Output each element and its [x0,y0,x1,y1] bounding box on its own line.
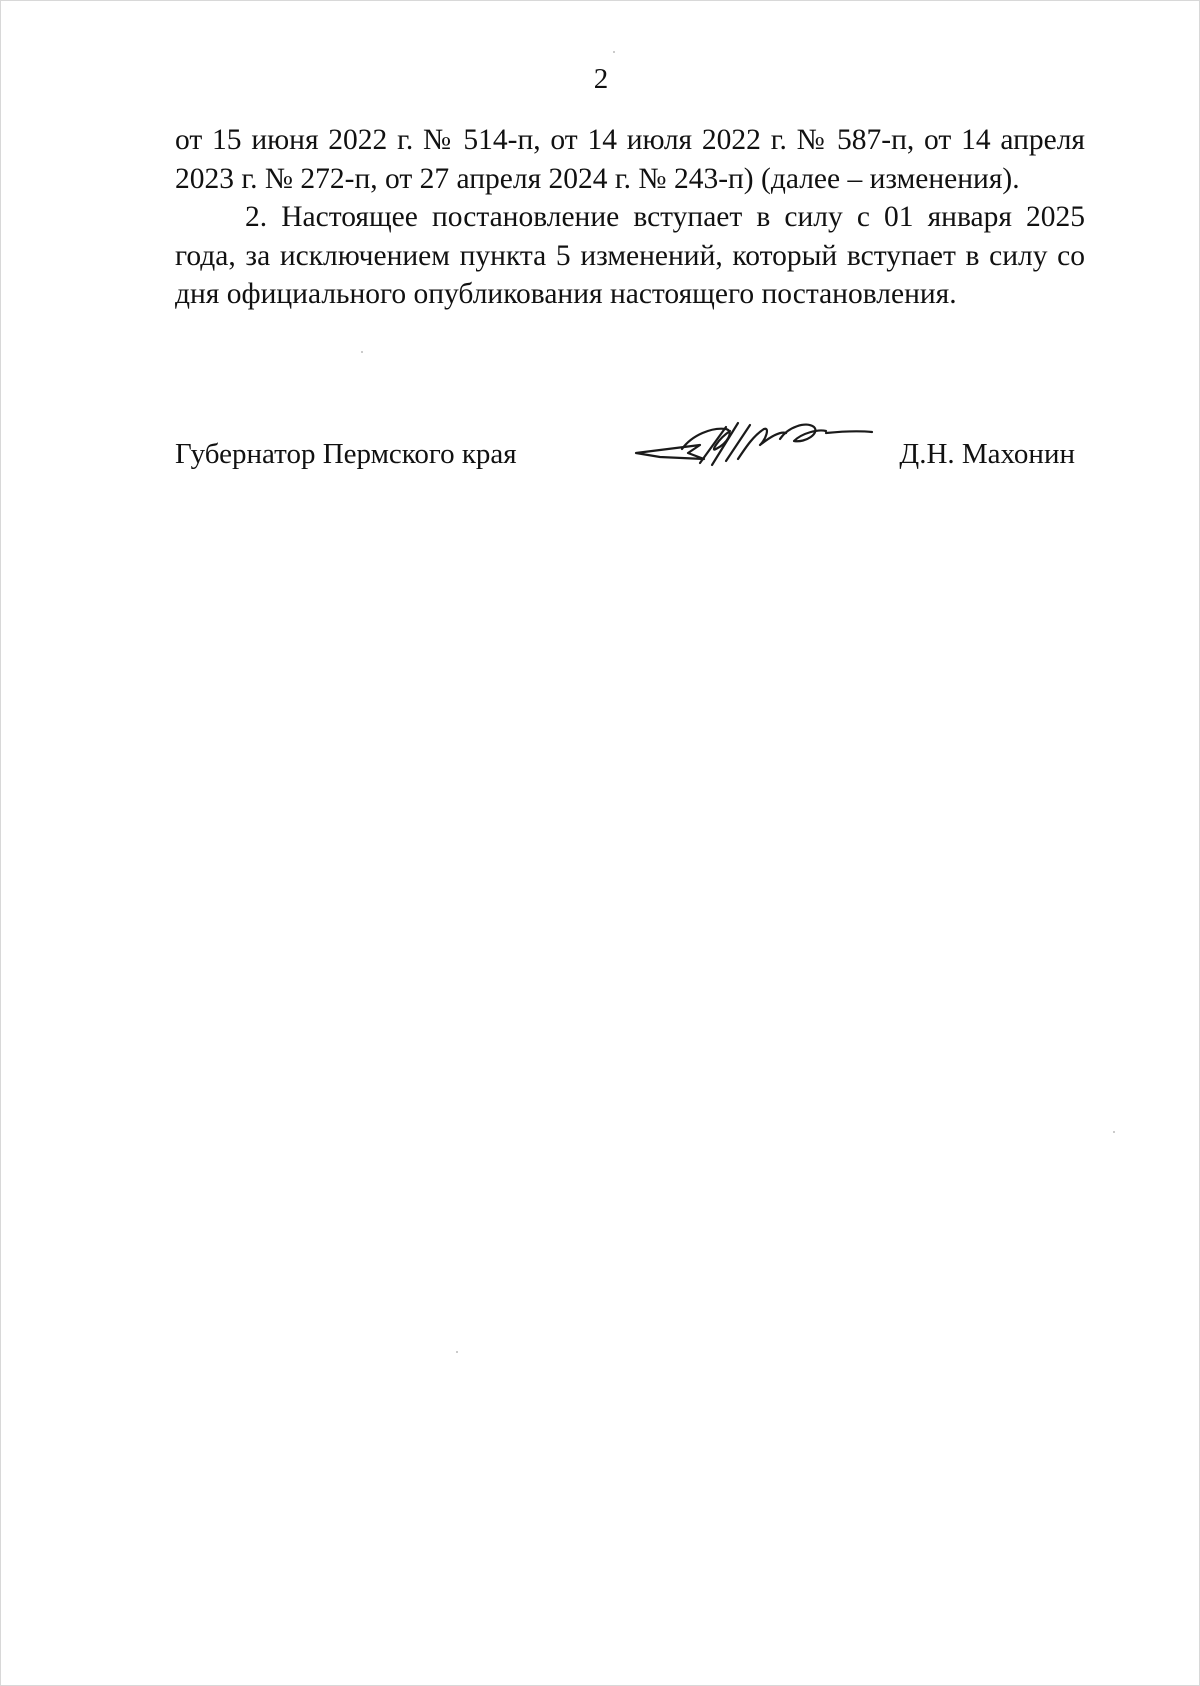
scan-speck [456,1351,458,1353]
paragraph-continuation: от 15 июня 2022 г. № 514-п, от 14 июля 2022 г. № 587-п, от 14 апреля 2023 г. № 272-п, от 27 апреля 2024 г. № 243-п) (далее – изменения). [175,124,1085,195]
signatory-position: Губернатор Пермского края [175,438,517,470]
scan-speck [361,351,363,353]
body-text [175,121,1085,314]
scan-speck [1113,1131,1115,1133]
page-number: 2 [593,63,609,95]
signature-block [175,435,1075,495]
paragraph-item-2: 2. Настоящее постановление вступает в силу с 01 января 2025 года, за исключением пункта 5 изменений, который вступает в силу со дня официального опубликования настоящего постановления. [175,201,1085,310]
signatory-name: Д.Н. Махонин [899,438,1075,470]
handwritten-signature [630,409,875,479]
scan-speck [613,51,615,53]
